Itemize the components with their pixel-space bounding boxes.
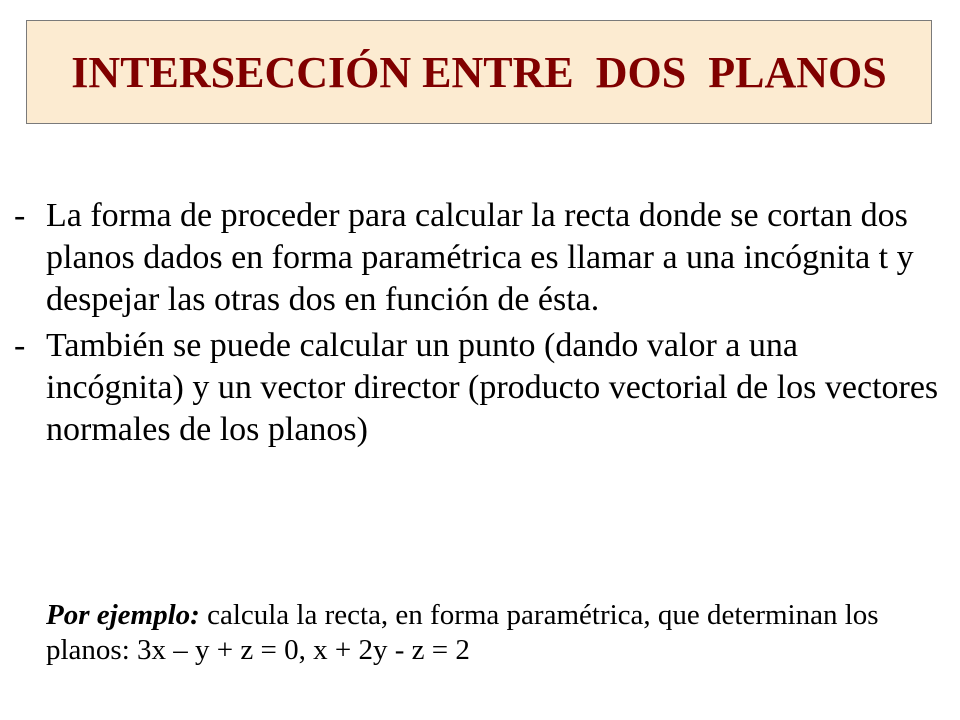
example-paragraph (46, 598, 946, 668)
slide-title: INTERSECCIÓN ENTRE DOS PLANOS (71, 47, 887, 97)
bullet-list (14, 195, 944, 451)
bullet-text: La forma de proceder para calcular la recta donde se cortan dos planos dados en forma paramétrica es llamar a una incógnita t y despejar las otras dos en función de ésta. (46, 197, 914, 318)
bullet-marker: - (14, 197, 26, 234)
example-text: calcula la recta, en forma paramétrica, que determinan los planos: 3x – y + z = 0, x + 2y - z = 2 (46, 599, 879, 666)
bullet-text: También se puede calcular un punto (dando valor a una incógnita) y un vector director (producto vectorial de los vectores normales de los planos) (46, 327, 939, 448)
title-box (26, 20, 932, 124)
bullet-item-1 (14, 195, 944, 321)
bullet-marker: - (14, 327, 26, 364)
example-lead: Por ejemplo: (46, 599, 200, 631)
bullet-item-2 (14, 325, 944, 451)
